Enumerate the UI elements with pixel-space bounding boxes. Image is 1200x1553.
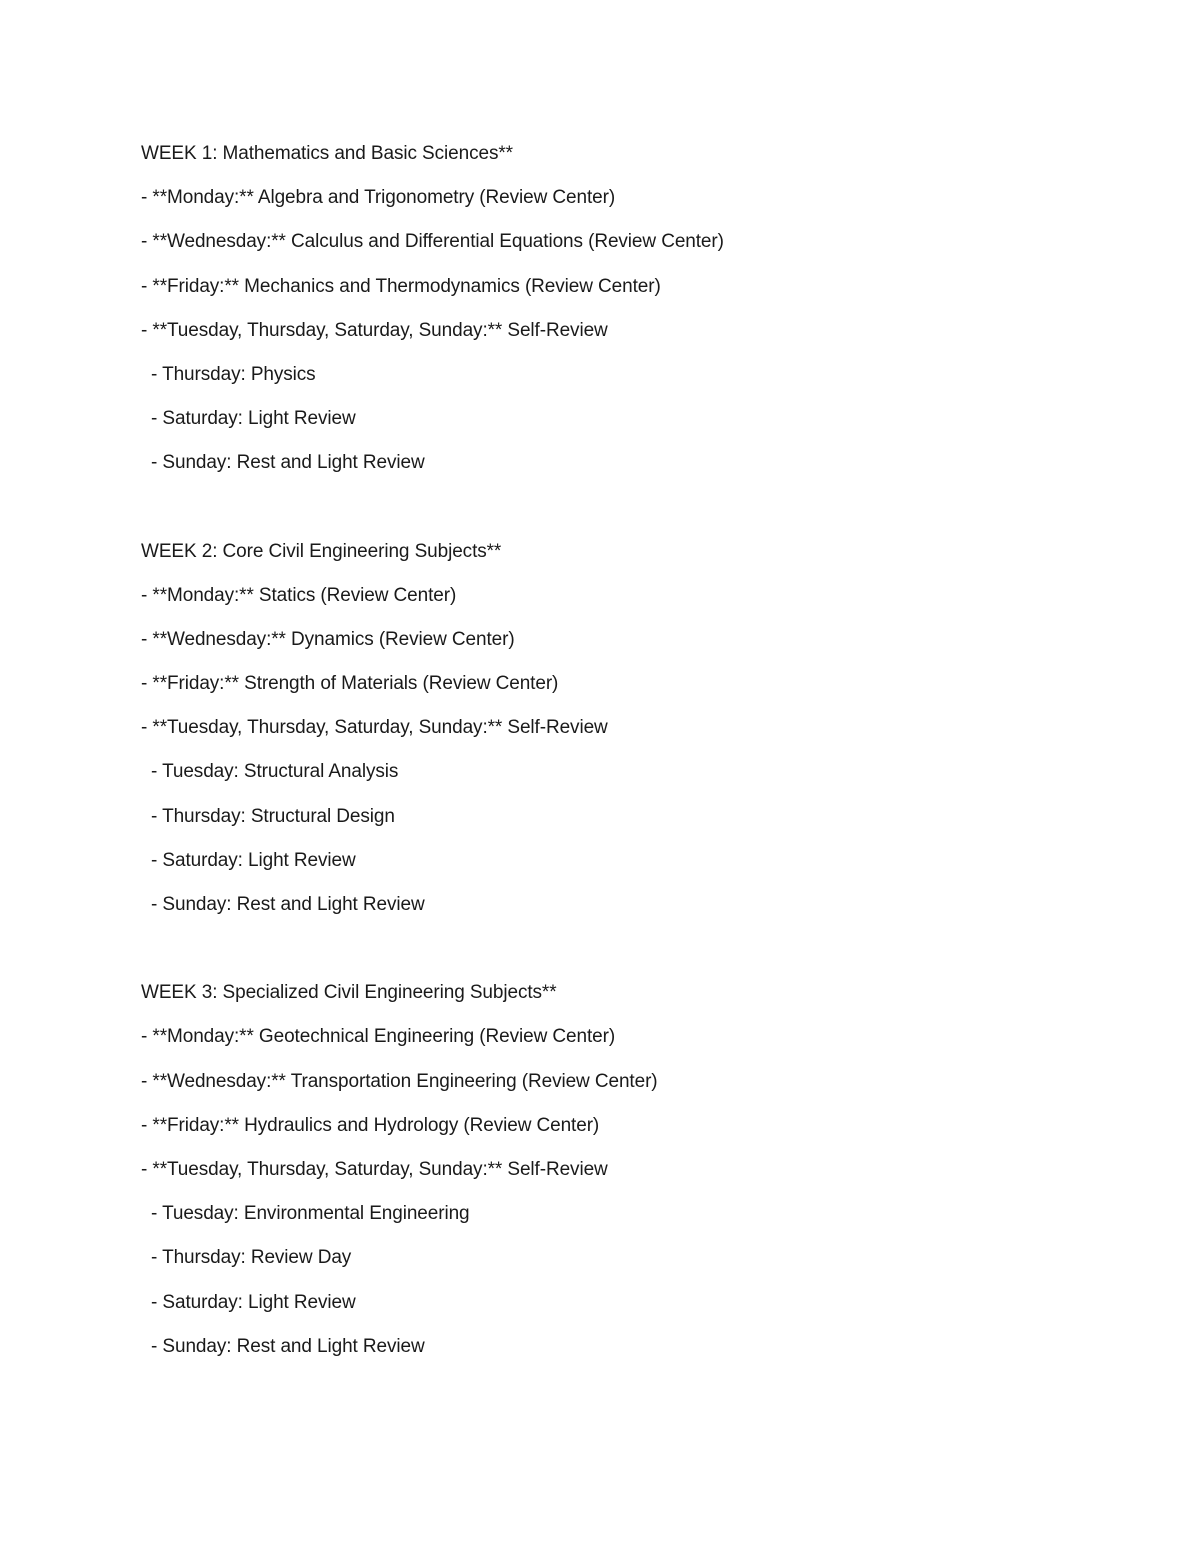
self-review-line: - Sunday: Rest and Light Review: [151, 894, 425, 915]
schedule-line: - **Friday:** Mechanics and Thermodynamics (Review Center): [141, 275, 661, 297]
week-2-section: [141, 530, 1141, 928]
self-review-line: - Thursday: Review Day: [151, 1247, 352, 1269]
document-page: [141, 132, 1141, 1413]
schedule-line: - **Wednesday:** Dynamics (Review Center): [141, 628, 515, 650]
self-review-line: - Sunday: Rest and Light Review: [151, 1335, 425, 1357]
schedule-line: - **Tuesday, Thursday, Saturday, Sunday:** Self-Review: [141, 1158, 608, 1180]
schedule-line: - **Wednesday:** Calculus and Differential Equations (Review Center): [141, 231, 724, 253]
schedule-line: - **Tuesday, Thursday, Saturday, Sunday:** Self-Review: [141, 319, 608, 341]
self-review-line: - Thursday: Structural Design: [151, 805, 395, 827]
schedule-line: - **Wednesday:** Transportation Engineering (Review Center): [141, 1070, 658, 1092]
week-heading: WEEK 1: Mathematics and Basic Sciences**: [141, 143, 513, 164]
schedule-line: - **Tuesday, Thursday, Saturday, Sunday:** Self-Review: [141, 717, 608, 739]
self-review-line: - Saturday: Light Review: [151, 1291, 356, 1313]
schedule-line: - **Friday:** Strength of Materials (Review Center): [141, 673, 559, 695]
week-3-section: [141, 971, 1141, 1369]
schedule-line: - **Monday:** Statics (Review Center): [141, 584, 457, 606]
schedule-line: - **Friday:** Hydraulics and Hydrology (Review Center): [141, 1114, 600, 1136]
self-review-line: - Thursday: Physics: [151, 363, 316, 385]
week-heading: WEEK 2: Core Civil Engineering Subjects**: [141, 540, 502, 562]
self-review-line: - Saturday: Light Review: [151, 408, 356, 430]
schedule-line: - **Monday:** Algebra and Trigonometry (Review Center): [141, 187, 616, 209]
self-review-line: - Saturday: Light Review: [151, 849, 356, 871]
self-review-line: - Tuesday: Structural Analysis: [151, 761, 399, 783]
schedule-line: - **Monday:** Geotechnical Engineering (Review Center): [141, 1026, 616, 1048]
self-review-line: - Sunday: Rest and Light Review: [151, 452, 425, 474]
week-heading: WEEK 3: Specialized Civil Engineering Subjects**: [141, 982, 557, 1004]
self-review-line: - Tuesday: Environmental Engineering: [151, 1203, 470, 1225]
week-1-section: [141, 132, 1141, 486]
